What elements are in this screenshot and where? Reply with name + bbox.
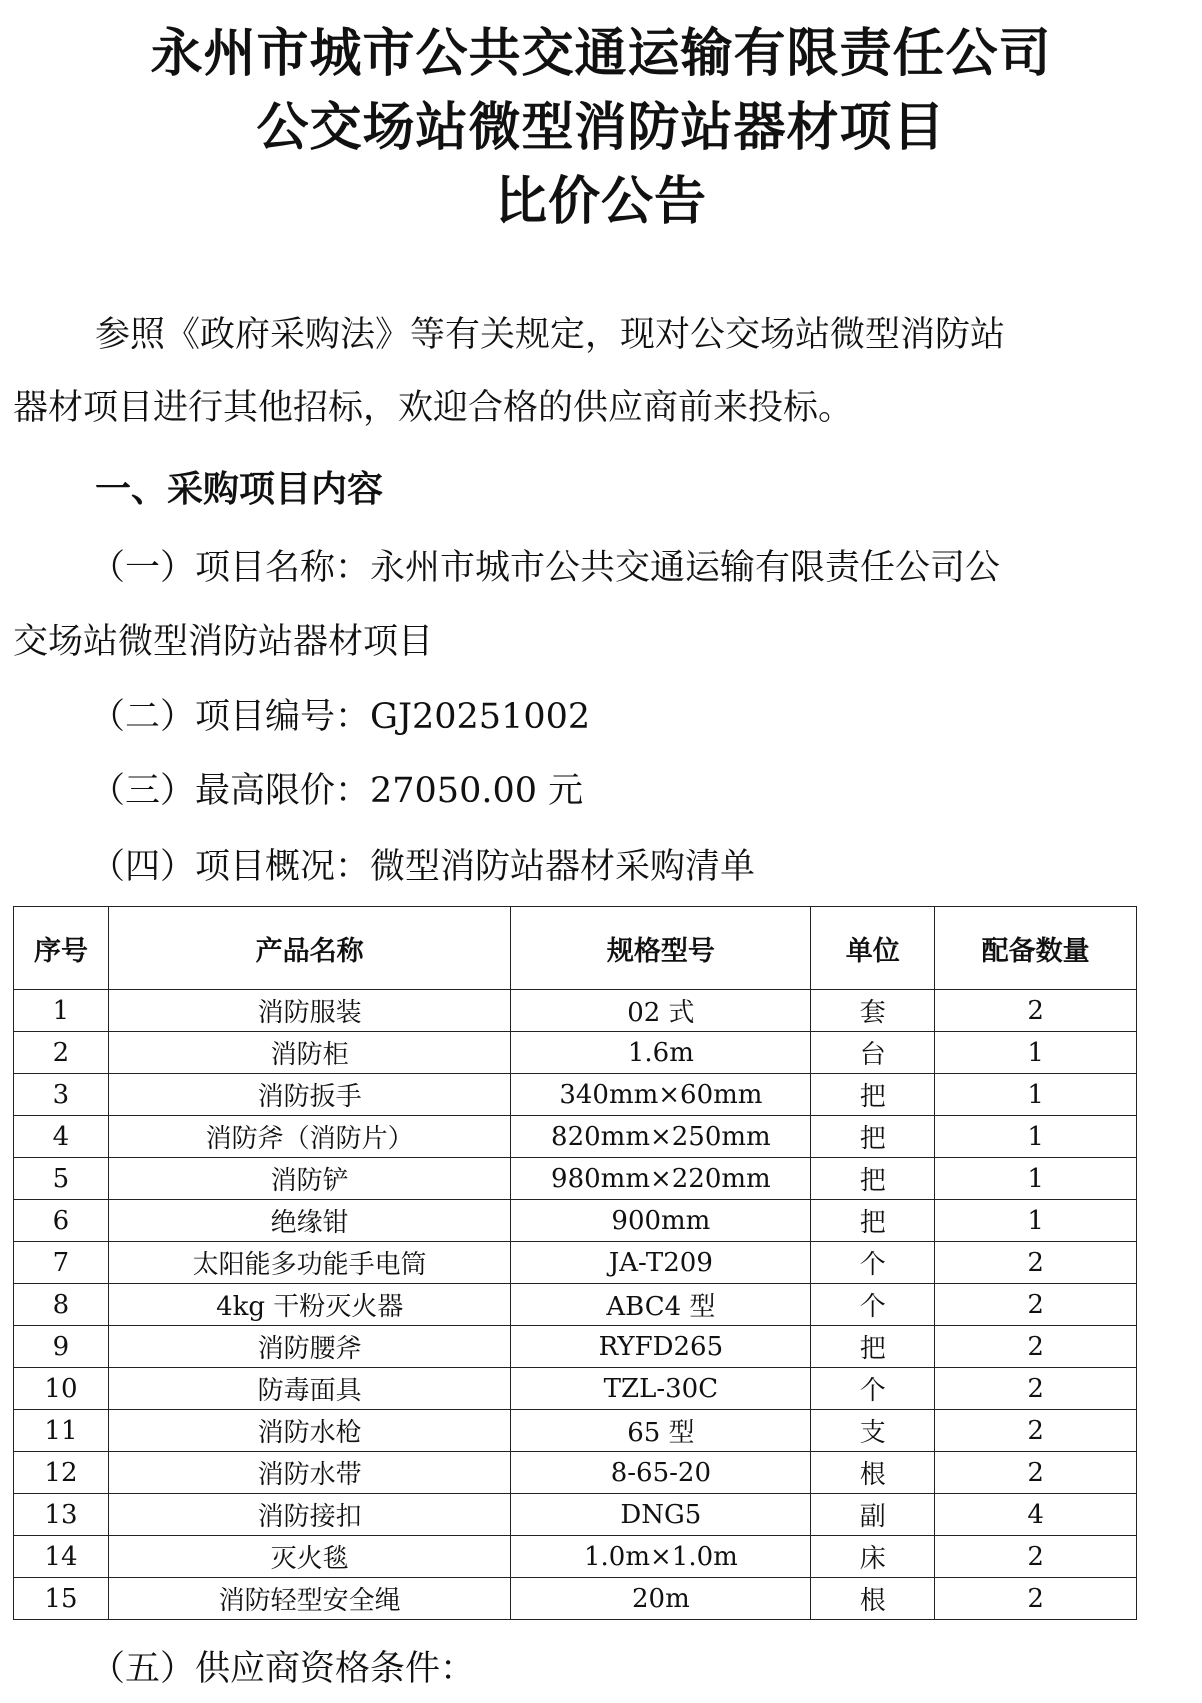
cell-product-name: 消防斧（消防片） bbox=[108, 1116, 511, 1158]
table-row bbox=[14, 990, 1137, 1032]
cell-unit: 把 bbox=[811, 1116, 935, 1158]
table-row bbox=[14, 1368, 1137, 1410]
cell-quantity: 1 bbox=[935, 1158, 1137, 1200]
cell-unit: 个 bbox=[811, 1284, 935, 1326]
project-number: （二）项目编号：GJ20251002 bbox=[90, 697, 591, 737]
cell-product-name: 消防铲 bbox=[108, 1158, 511, 1200]
cell-product-name: 太阳能多功能手电筒 bbox=[108, 1242, 511, 1284]
cell-unit: 套 bbox=[811, 990, 935, 1032]
table-row bbox=[14, 1284, 1137, 1326]
table-row bbox=[14, 1074, 1137, 1116]
header-quantity: 配备数量 bbox=[935, 907, 1137, 990]
intro-paragraph-line-1: 参照《政府采购法》等有关规定，现对公交场站微型消防站 bbox=[95, 315, 1006, 355]
project-name-line-2: 交场站微型消防站器材项目 bbox=[13, 622, 434, 662]
cell-unit: 根 bbox=[811, 1578, 935, 1620]
cell-specification: 20m bbox=[511, 1578, 811, 1620]
cell-specification: 65 型 bbox=[511, 1410, 811, 1452]
table-row bbox=[14, 1032, 1137, 1074]
table-row bbox=[14, 1536, 1137, 1578]
cell-specification: DNG5 bbox=[511, 1494, 811, 1536]
cell-product-name: 消防水带 bbox=[108, 1452, 511, 1494]
cell-serial-number: 1 bbox=[14, 990, 109, 1032]
max-price: （三）最高限价：27050.00 元 bbox=[90, 771, 584, 811]
cell-quantity: 1 bbox=[935, 1116, 1137, 1158]
cell-serial-number: 9 bbox=[14, 1326, 109, 1368]
cell-quantity: 2 bbox=[935, 1536, 1137, 1578]
cell-product-name: 灭火毯 bbox=[108, 1536, 511, 1578]
section-heading-procurement-content: 一、采购项目内容 bbox=[95, 469, 384, 510]
supplier-qualification-heading: （五）供应商资格条件： bbox=[90, 1649, 476, 1689]
table-row bbox=[14, 1116, 1137, 1158]
table-body bbox=[14, 990, 1137, 1620]
cell-product-name: 绝缘钳 bbox=[108, 1200, 511, 1242]
cell-quantity: 2 bbox=[935, 1326, 1137, 1368]
cell-specification: TZL-30C bbox=[511, 1368, 811, 1410]
cell-unit: 把 bbox=[811, 1200, 935, 1242]
cell-specification: ABC4 型 bbox=[511, 1284, 811, 1326]
cell-specification: RYFD265 bbox=[511, 1326, 811, 1368]
cell-quantity: 2 bbox=[935, 1410, 1137, 1452]
cell-serial-number: 10 bbox=[14, 1368, 109, 1410]
header-serial-number: 序号 bbox=[14, 907, 109, 990]
cell-unit: 台 bbox=[811, 1032, 935, 1074]
cell-unit: 根 bbox=[811, 1452, 935, 1494]
cell-serial-number: 12 bbox=[14, 1452, 109, 1494]
cell-quantity: 1 bbox=[935, 1032, 1137, 1074]
cell-serial-number: 15 bbox=[14, 1578, 109, 1620]
cell-unit: 个 bbox=[811, 1242, 935, 1284]
cell-unit: 副 bbox=[811, 1494, 935, 1536]
document-title-line-1: 永州市城市公共交通运输有限责任公司 bbox=[150, 24, 1052, 84]
cell-quantity: 2 bbox=[935, 990, 1137, 1032]
table-header-row bbox=[14, 907, 1137, 990]
cell-specification: JA-T209 bbox=[511, 1242, 811, 1284]
cell-serial-number: 14 bbox=[14, 1536, 109, 1578]
intro-paragraph-line-2: 器材项目进行其他招标，欢迎合格的供应商前来投标。 bbox=[13, 388, 854, 428]
cell-unit: 把 bbox=[811, 1074, 935, 1116]
cell-product-name: 消防柜 bbox=[108, 1032, 511, 1074]
cell-product-name: 消防水枪 bbox=[108, 1410, 511, 1452]
cell-serial-number: 7 bbox=[14, 1242, 109, 1284]
table-row bbox=[14, 1326, 1137, 1368]
cell-quantity: 4 bbox=[935, 1494, 1137, 1536]
cell-serial-number: 8 bbox=[14, 1284, 109, 1326]
cell-unit: 把 bbox=[811, 1158, 935, 1200]
cell-specification: 820mm×250mm bbox=[511, 1116, 811, 1158]
table-row bbox=[14, 1158, 1137, 1200]
cell-quantity: 2 bbox=[935, 1452, 1137, 1494]
cell-specification: 340mm×60mm bbox=[511, 1074, 811, 1116]
cell-unit: 支 bbox=[811, 1410, 935, 1452]
cell-specification: 02 式 bbox=[511, 990, 811, 1032]
cell-unit: 个 bbox=[811, 1368, 935, 1410]
table-row bbox=[14, 1200, 1137, 1242]
cell-product-name: 消防接扣 bbox=[108, 1494, 511, 1536]
project-overview: （四）项目概况：微型消防站器材采购清单 bbox=[90, 847, 756, 887]
cell-product-name: 消防腰斧 bbox=[108, 1326, 511, 1368]
cell-product-name: 4kg 干粉灭火器 bbox=[108, 1284, 511, 1326]
cell-serial-number: 13 bbox=[14, 1494, 109, 1536]
table-row bbox=[14, 1242, 1137, 1284]
cell-quantity: 2 bbox=[935, 1578, 1137, 1620]
cell-specification: 980mm×220mm bbox=[511, 1158, 811, 1200]
cell-serial-number: 5 bbox=[14, 1158, 109, 1200]
equipment-list-table bbox=[13, 906, 1137, 1620]
cell-product-name: 消防服装 bbox=[108, 990, 511, 1032]
cell-unit: 床 bbox=[811, 1536, 935, 1578]
cell-quantity: 2 bbox=[935, 1242, 1137, 1284]
cell-quantity: 1 bbox=[935, 1200, 1137, 1242]
cell-specification: 900mm bbox=[511, 1200, 811, 1242]
cell-serial-number: 2 bbox=[14, 1032, 109, 1074]
cell-serial-number: 3 bbox=[14, 1074, 109, 1116]
cell-specification: 1.6m bbox=[511, 1032, 811, 1074]
cell-product-name: 消防轻型安全绳 bbox=[108, 1578, 511, 1620]
cell-product-name: 防毒面具 bbox=[108, 1368, 511, 1410]
header-specification: 规格型号 bbox=[511, 907, 811, 990]
cell-specification: 8-65-20 bbox=[511, 1452, 811, 1494]
cell-unit: 把 bbox=[811, 1326, 935, 1368]
project-name-line-1: （一）项目名称：永州市城市公共交通运输有限责任公司公 bbox=[90, 548, 1001, 588]
cell-serial-number: 11 bbox=[14, 1410, 109, 1452]
cell-serial-number: 6 bbox=[14, 1200, 109, 1242]
cell-product-name: 消防扳手 bbox=[108, 1074, 511, 1116]
table-row bbox=[14, 1494, 1137, 1536]
document-title-line-2: 公交场站微型消防站器材项目 bbox=[256, 98, 946, 158]
header-unit: 单位 bbox=[811, 907, 935, 990]
cell-specification: 1.0m×1.0m bbox=[511, 1536, 811, 1578]
table-row bbox=[14, 1410, 1137, 1452]
document-title-line-3: 比价公告 bbox=[494, 172, 707, 232]
table-row bbox=[14, 1578, 1137, 1620]
cell-quantity: 1 bbox=[935, 1074, 1137, 1116]
cell-quantity: 2 bbox=[935, 1284, 1137, 1326]
table-row bbox=[14, 1452, 1137, 1494]
cell-serial-number: 4 bbox=[14, 1116, 109, 1158]
header-product-name: 产品名称 bbox=[108, 907, 511, 990]
cell-quantity: 2 bbox=[935, 1368, 1137, 1410]
